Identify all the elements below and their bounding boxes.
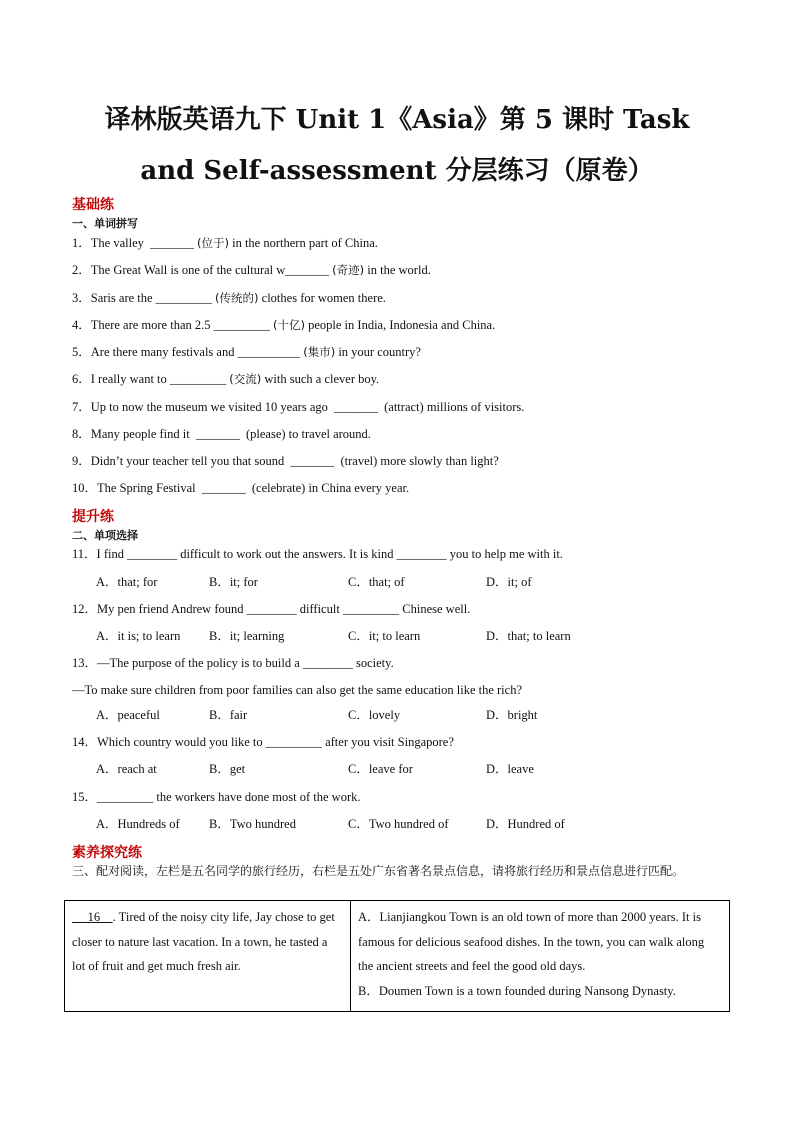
choice-option[interactable]: C．leave for (348, 762, 413, 776)
question-number: 7． (72, 400, 91, 414)
question-text: Didn’t your teacher tell you that sound (90, 454, 285, 468)
spelling-question (72, 399, 524, 415)
spelling-question (72, 290, 386, 306)
choice-question-stem: 15．_________ the workers have done most of the work. (72, 790, 361, 804)
choice-option[interactable]: C．Two hundred of (348, 817, 449, 831)
question-text: millions of visitors. (426, 400, 525, 414)
subsection-heading-spelling: 一、单词拼写 (72, 217, 138, 230)
question-number: 8． (72, 427, 91, 441)
question-number: 1． (72, 236, 91, 250)
spelling-question (72, 426, 371, 442)
question-text: Saris are the (90, 291, 153, 305)
question-text: in the northern part of China. (232, 236, 378, 250)
section-heading-inquiry: 素养探究练 (72, 845, 142, 861)
section-heading-advanced: 提升练 (72, 509, 114, 525)
question-number: 9． (72, 454, 91, 468)
question-number: 3． (72, 291, 91, 305)
answer-blank[interactable]: _________ (169, 372, 227, 386)
spelling-question (72, 344, 421, 360)
question-text: I really want to (90, 372, 167, 386)
choice-question-stem: 12．My pen friend Andrew found ________ difficult _________ Chinese well. (72, 602, 471, 616)
word-hint: (attract) (384, 400, 424, 414)
question-text: people in India, Indonesia and China. (308, 318, 496, 332)
question-text: in the world. (367, 263, 431, 277)
choice-option[interactable]: C．that; of (348, 575, 405, 589)
word-hint: (十亿) (273, 318, 305, 332)
answer-blank[interactable]: _________ (213, 318, 270, 332)
choice-option[interactable]: A．it is; to learn (96, 629, 181, 643)
spelling-question (72, 317, 495, 333)
question-text: in your country? (338, 345, 421, 359)
matching-instructions: 三、配对阅读，左栏是五名同学的旅行经历，右栏是五处广东省著名景点信息，请将旅行经历和景点信息进行匹配。 (72, 864, 685, 878)
question-number: 2． (72, 263, 91, 277)
matching-left-text: . Tired of the noisy city life, Jay chose to get closer to nature last vacation. In a town, he tasted a lot of fruit and get much fresh air. (72, 910, 335, 973)
subsection-heading-choice: 二、单项选择 (72, 529, 138, 542)
answer-blank[interactable]: _______ (150, 236, 194, 250)
answer-blank[interactable]: _______ (285, 263, 330, 277)
question-text: The Great Wall is one of the cultural w (90, 263, 286, 277)
word-hint: (travel) (340, 454, 378, 468)
matching-left-cell (65, 901, 351, 1012)
word-hint: (交流) (229, 372, 262, 386)
spelling-question (72, 453, 499, 469)
choice-question-stem: 11．I find ________ difficult to work out the answers. It is kind ________ you to help me with it. (72, 547, 563, 561)
choice-option[interactable]: A．reach at (96, 762, 157, 776)
answer-blank[interactable]: _______ (201, 481, 246, 495)
page-title-line-1: 译林版英语九下 Unit 1《Asia》第 5 课时 Task (104, 105, 690, 135)
answer-blank[interactable]: __________ (237, 345, 301, 359)
answer-blank[interactable]: _______ (290, 454, 335, 468)
question-text: more slowly than light? (380, 454, 499, 468)
choice-option[interactable]: D．bright (486, 708, 538, 722)
choice-option[interactable]: A．that; for (96, 575, 158, 589)
question-number: 6． (72, 372, 91, 386)
section-heading-basic: 基础练 (72, 197, 114, 213)
question-number: 10． (72, 481, 98, 495)
choice-option[interactable]: B．get (209, 762, 246, 776)
choice-option[interactable]: D．that; to learn (486, 629, 571, 643)
matching-option-b: B．Doumen Town is a town founded during Nansong Dynasty. (358, 983, 676, 998)
answer-blank[interactable]: _______ (334, 400, 378, 414)
choice-option[interactable]: B．Two hundred (209, 817, 296, 831)
matching-option-a: A．Lianjiangkou Town is an old town of more than 2000 years. It is famous for delicious seafood dishes. In the town, you can walk along the ancient streets and feel the good old days. (358, 910, 705, 973)
choice-option[interactable]: C．lovely (348, 708, 401, 722)
spelling-question (72, 480, 409, 496)
matching-table (64, 900, 730, 1012)
question-text: with such a clever boy. (264, 372, 380, 386)
choice-option[interactable]: D．it; of (486, 575, 532, 589)
question-text: Up to now the museum we visited 10 years ago (90, 400, 328, 414)
page-title-line-2: and Self-assessment 分层练习（原卷） (140, 156, 654, 186)
word-hint: (位于) (197, 236, 229, 250)
choice-option[interactable]: D．leave (486, 762, 534, 776)
question-text: in China every year. (308, 481, 410, 495)
question-text: Many people find it (90, 427, 190, 441)
question-text: clothes for women there. (261, 291, 386, 305)
matching-number: 16 (87, 910, 101, 924)
choice-option[interactable]: D．Hundred of (486, 817, 565, 831)
choice-option[interactable]: C．it; to learn (348, 629, 421, 643)
choice-option[interactable]: B．it; for (209, 575, 258, 589)
spelling-question (72, 262, 431, 278)
word-hint: (集市) (303, 345, 336, 359)
choice-question-stem-reply: —To make sure children from poor families can also get the same education like the rich? (72, 683, 523, 697)
question-number: 4． (72, 318, 91, 332)
choice-option[interactable]: A．Hundreds of (96, 817, 180, 831)
choice-option[interactable]: A．peaceful (96, 708, 160, 722)
word-hint: (celebrate) (251, 481, 306, 495)
question-text: The valley (90, 236, 144, 250)
question-text: The Spring Festival (97, 481, 196, 495)
word-hint: (传统的) (215, 291, 259, 305)
spelling-question (72, 371, 379, 387)
choice-question-stem: 14．Which country would you like to _________ after you visit Singapore? (72, 735, 454, 749)
matching-right-cell (351, 901, 730, 1012)
choice-option[interactable]: B．fair (209, 708, 248, 722)
question-number: 5． (72, 345, 91, 359)
question-text: There are more than 2.5 (90, 318, 211, 332)
matching-answer-blank[interactable] (72, 910, 113, 924)
word-hint: (奇迹) (332, 263, 365, 277)
spelling-question (72, 235, 378, 251)
answer-blank[interactable]: _________ (155, 291, 212, 305)
question-text: to travel around. (288, 427, 371, 441)
question-text: Are there many festivals and (90, 345, 235, 359)
answer-blank[interactable]: _______ (195, 427, 240, 441)
choice-question-stem: 13．—The purpose of the policy is to build a ________ society. (72, 656, 394, 670)
choice-option[interactable]: B．it; learning (209, 629, 285, 643)
word-hint: (please) (245, 427, 286, 441)
